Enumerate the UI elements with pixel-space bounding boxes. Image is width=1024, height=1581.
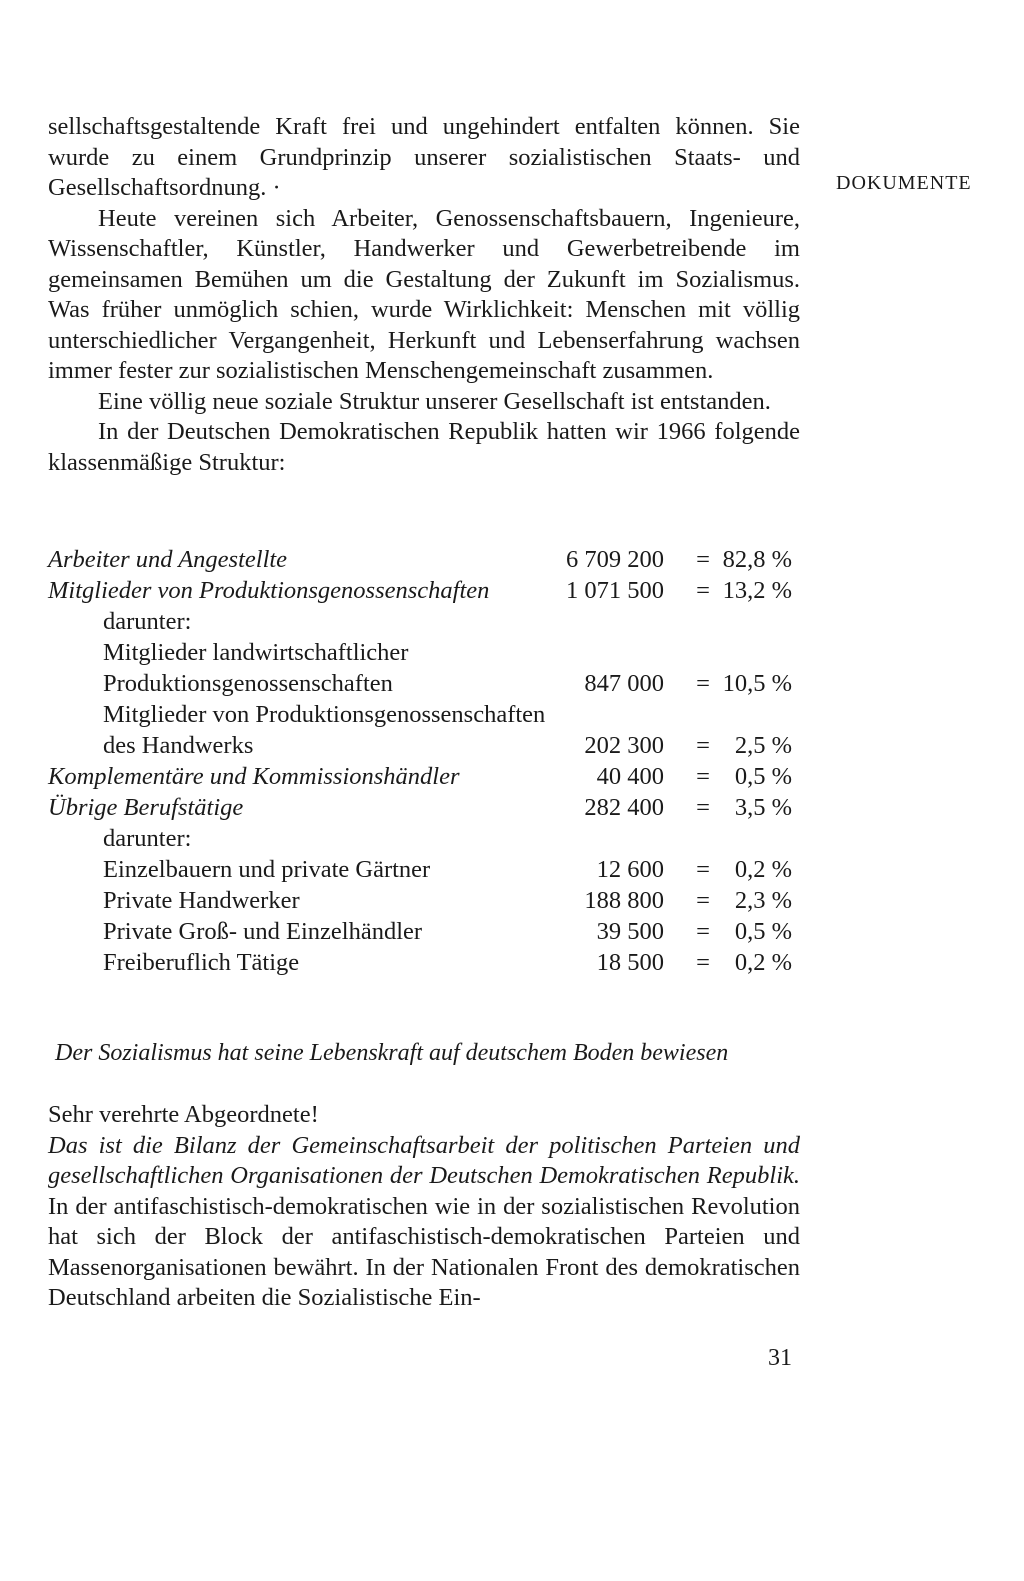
row-label: Private Handwerker bbox=[103, 887, 300, 914]
table-row bbox=[48, 762, 800, 793]
emphasis-text: Das ist die Bilanz der Gemeinschaftsarbeit der politischen Parteien und gesellschaftlichen Organisationen der Deutschen Demokratischen Republik. bbox=[48, 1131, 800, 1189]
row-percent: 13,2 % bbox=[722, 577, 792, 604]
row-value: 39 500 bbox=[596, 918, 664, 945]
closing-text bbox=[48, 1100, 800, 1314]
paragraph: Heute vereinen sich Arbeiter, Genossenschaftsbauern, Ingenieure, Wissenschaftler, Künstler, Handwerker und Gewerbetreibende im gemeinsamen Bemühen um die Gestaltung der Zukunft im Sozialismus. Was früher unmöglich schien, wurde Wirklichkeit: Menschen mit völlig unterschiedlicher Vergangenheit, Herkunft und Lebenserfahrung wachsen immer fester zur sozialistischen Menschengemeinschaft zusammen. bbox=[48, 204, 800, 384]
row-label: darunter: bbox=[103, 608, 192, 635]
row-percent: 2,3 % bbox=[734, 887, 792, 914]
salutation: Sehr verehrte Abgeordnete! bbox=[48, 1101, 319, 1128]
table-row bbox=[48, 731, 800, 762]
row-equals: = bbox=[696, 918, 710, 945]
row-percent: 2,5 % bbox=[734, 732, 792, 759]
row-percent: 0,5 % bbox=[734, 918, 792, 945]
body-text: In der antifaschistisch-demokratischen wie in der sozialistischen Revolution hat sich der Block der antifaschistisch-demokratischen Parteien und Massenorganisationen bewährt. In der Nationalen Front des demokratischen Deutschland arbeiten die Sozialistische Ein- bbox=[48, 1192, 800, 1311]
row-percent: 0,2 % bbox=[734, 949, 792, 976]
row-equals: = bbox=[696, 577, 710, 604]
row-value: 847 000 bbox=[584, 670, 664, 697]
table-row bbox=[48, 576, 800, 607]
row-equals: = bbox=[696, 887, 710, 914]
paragraph: Eine völlig neue soziale Struktur unserer Gesellschaft ist entstanden. bbox=[98, 387, 771, 415]
paragraph: sellschaftsgestaltende Kraft frei und ungehindert entfalten können. Sie wurde zu einem Grundprinzip unserer sozialistischen Staats- und Gesellschaftsordnung. · bbox=[48, 113, 800, 201]
row-equals: = bbox=[696, 763, 710, 790]
table-row bbox=[48, 607, 800, 638]
row-label: Einzelbauern und private Gärtner bbox=[103, 856, 431, 883]
row-percent: 82,8 % bbox=[722, 546, 792, 573]
row-equals: = bbox=[696, 670, 710, 697]
row-value: 12 600 bbox=[596, 856, 664, 883]
row-value: 202 300 bbox=[584, 732, 664, 759]
row-equals: = bbox=[696, 949, 710, 976]
margin-label: DOKUMENTE bbox=[836, 172, 972, 194]
row-value: 282 400 bbox=[584, 794, 664, 821]
row-value: 188 800 bbox=[584, 887, 664, 914]
section-heading: Der Sozialismus hat seine Lebenskraft auf deutschem Boden bewiesen bbox=[55, 1040, 729, 1066]
row-label: des Handwerks bbox=[103, 732, 254, 759]
row-label: Mitglieder von Produktionsgenossenschaften bbox=[48, 577, 490, 604]
row-label: Freiberuflich Tätige bbox=[103, 949, 300, 976]
table-row bbox=[48, 545, 800, 576]
row-equals: = bbox=[696, 732, 710, 759]
row-label: Private Groß- und Einzelhändler bbox=[103, 918, 423, 945]
row-equals: = bbox=[696, 546, 710, 573]
row-value: 6 709 200 bbox=[566, 546, 664, 573]
table-row bbox=[48, 917, 800, 948]
table-row bbox=[48, 669, 800, 700]
table-row bbox=[48, 793, 800, 824]
page-number: 31 bbox=[768, 1345, 792, 1371]
table-row bbox=[48, 886, 800, 917]
table-row bbox=[48, 700, 800, 731]
paragraph: In der Deutschen Demokratischen Republik hatten wir 1966 folgende klassenmäßige Struktur: bbox=[48, 418, 800, 476]
table-row bbox=[48, 824, 800, 855]
row-label: Arbeiter und Angestellte bbox=[48, 546, 288, 573]
row-label: Mitglieder landwirtschaftlicher bbox=[103, 639, 409, 666]
row-percent: 0,5 % bbox=[734, 763, 792, 790]
table-row bbox=[48, 638, 800, 669]
row-value: 1 071 500 bbox=[566, 577, 664, 604]
row-label: Produktionsgenossenschaften bbox=[103, 670, 393, 697]
intro-text bbox=[48, 112, 800, 478]
paragraph bbox=[48, 1131, 800, 1314]
row-label: Mitglieder von Produktionsgenossenschaften bbox=[103, 701, 546, 728]
row-percent: 3,5 % bbox=[734, 794, 792, 821]
class-structure-table bbox=[48, 545, 800, 979]
table-row bbox=[48, 948, 800, 979]
row-percent: 10,5 % bbox=[722, 670, 792, 697]
row-value: 18 500 bbox=[596, 949, 664, 976]
row-label: darunter: bbox=[103, 825, 192, 852]
row-label: Übrige Berufstätige bbox=[48, 794, 244, 821]
row-label: Komplementäre und Kommissionshändler bbox=[48, 763, 460, 790]
row-percent: 0,2 % bbox=[734, 856, 792, 883]
row-value: 40 400 bbox=[596, 763, 664, 790]
table-row bbox=[48, 855, 800, 886]
row-equals: = bbox=[696, 794, 710, 821]
row-equals: = bbox=[696, 856, 710, 883]
